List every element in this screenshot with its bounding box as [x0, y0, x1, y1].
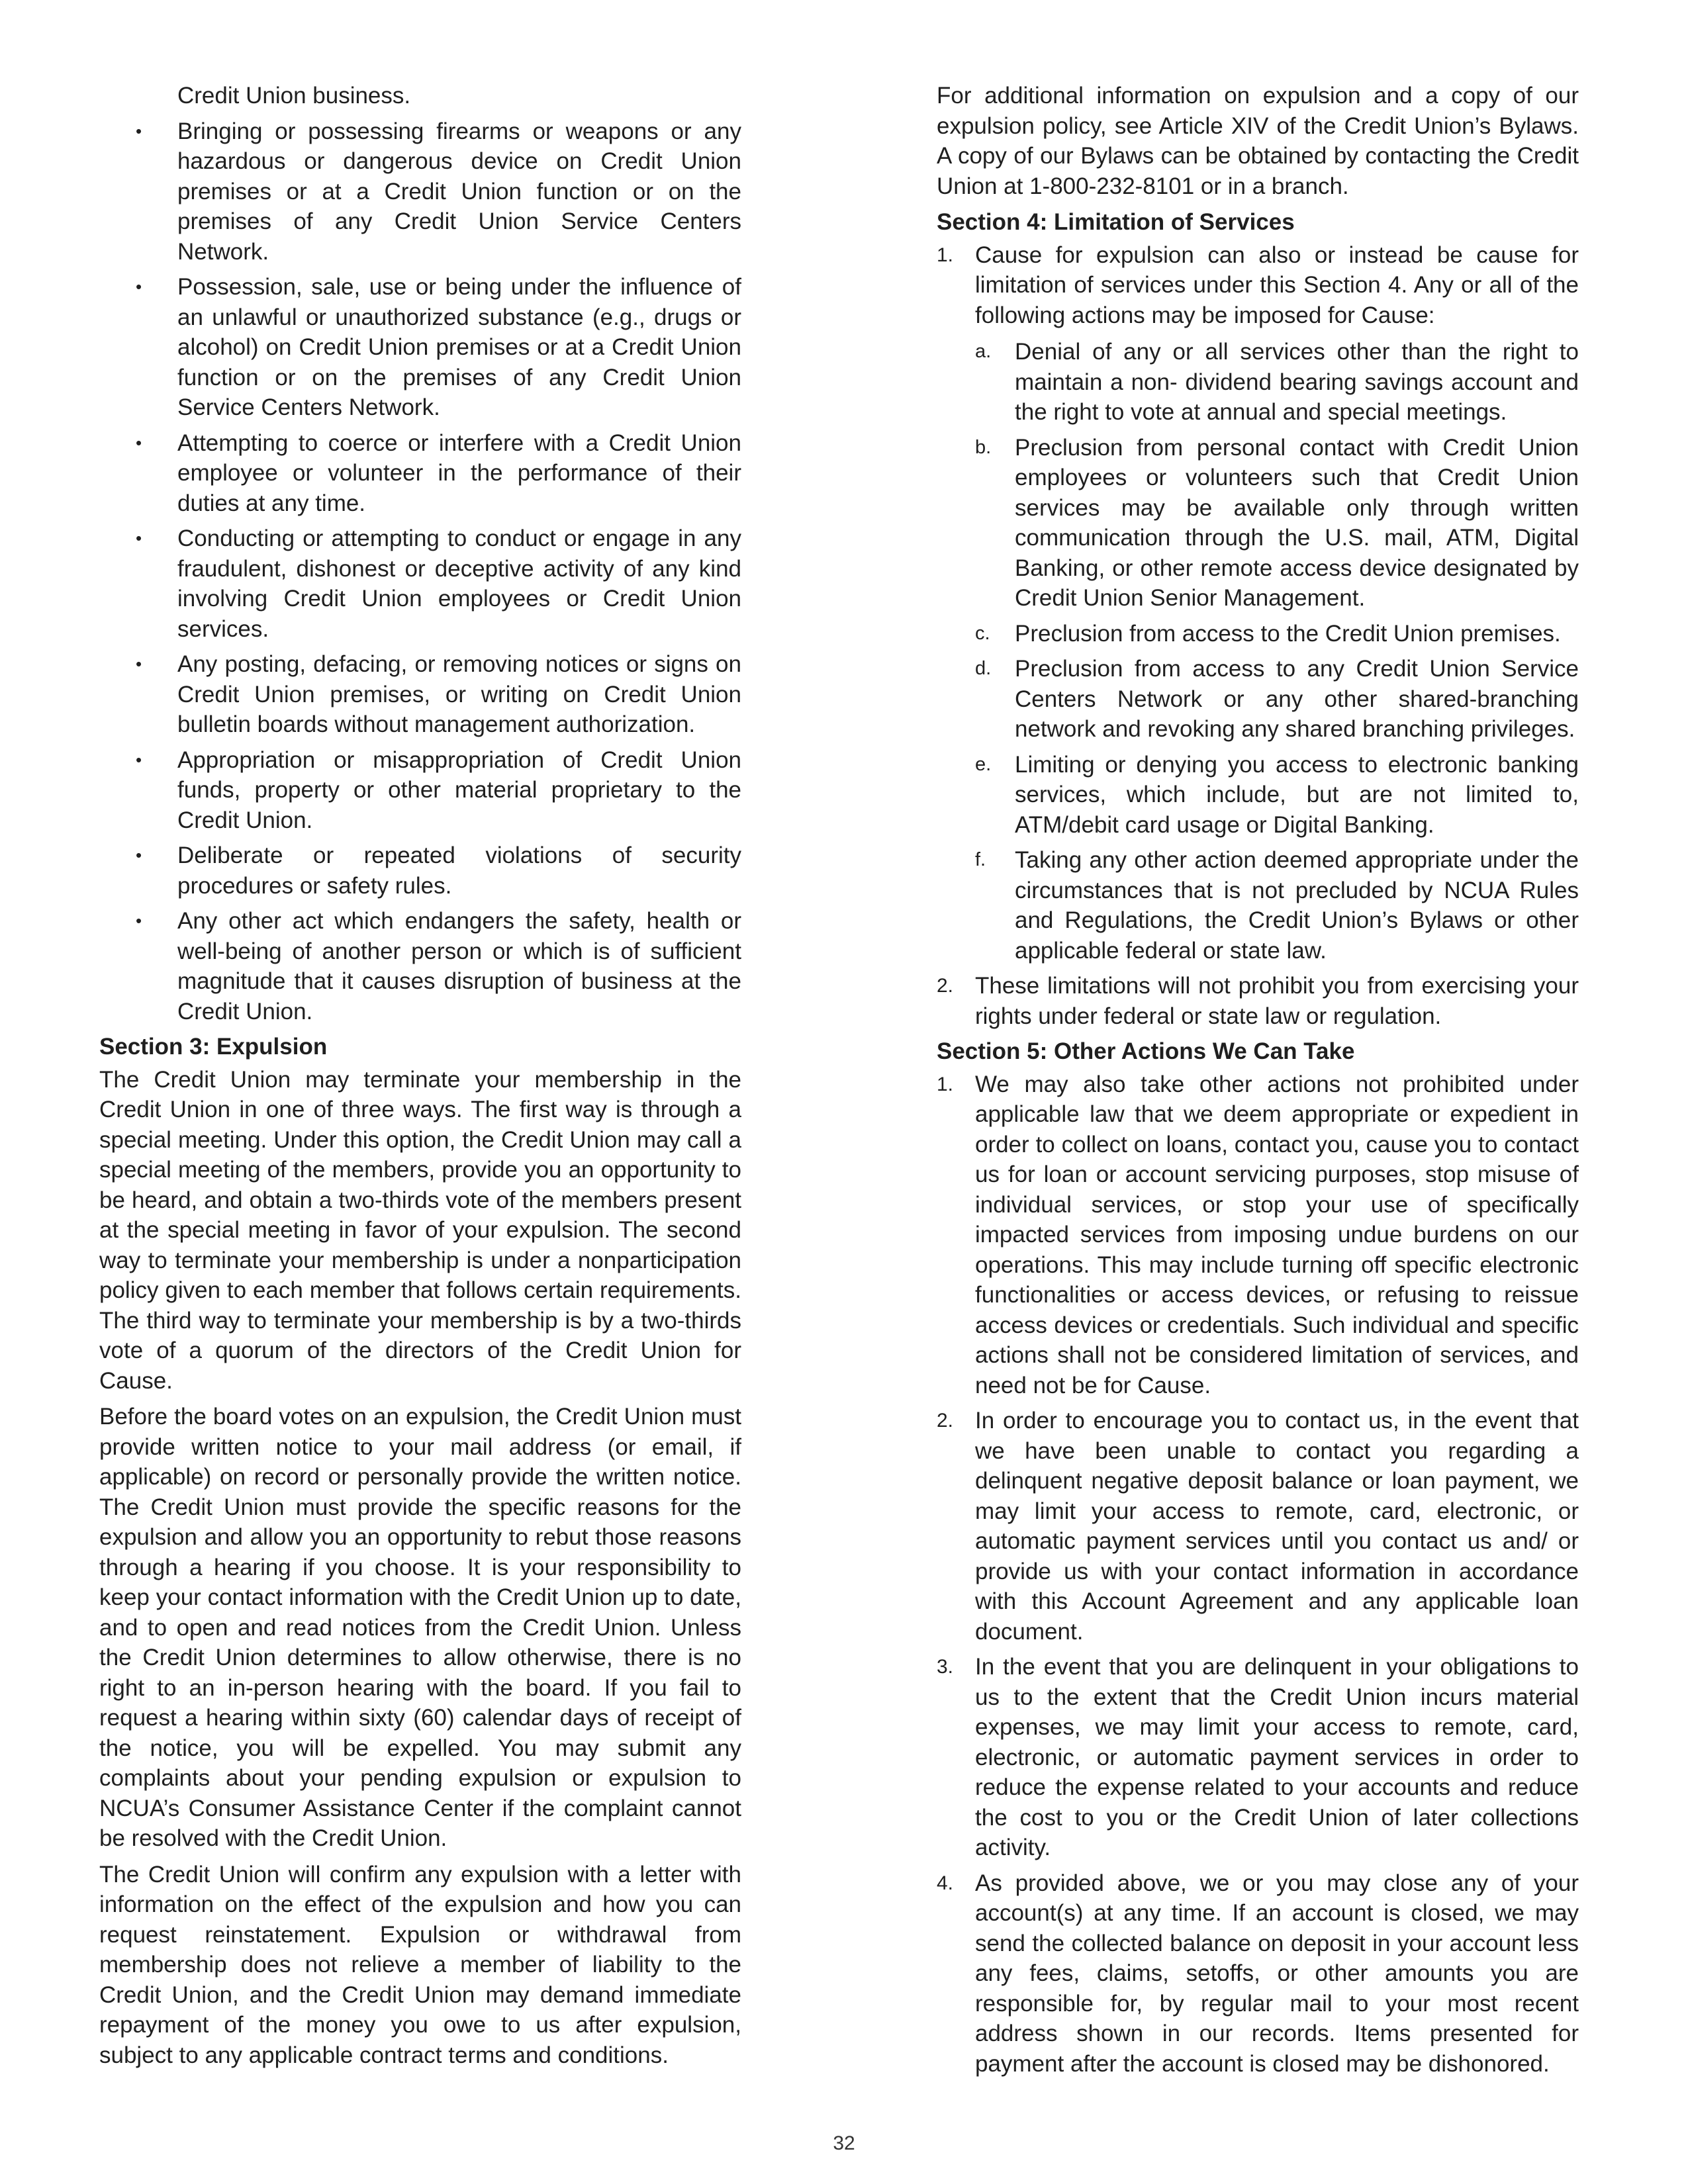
item-letter: b. — [975, 436, 992, 458]
expulsion-info-paragraph: For additional information on expulsion and a copy of our expulsion policy, see Article XIV of the Credit Union’s Bylaws. A copy of our Bylaws can be obtained by contacting the Credit Union at 1-800-232-8101 or in a branch. — [937, 83, 1579, 199]
lettered-item — [975, 845, 1579, 966]
bullet-marker: • — [136, 654, 142, 674]
item-text: Preclusion from access to any Credit Union Service Centers Network or any other shared-branching network and revoking any shared branching privileges. — [1015, 656, 1579, 742]
item-text: Taking any other action deemed appropriate under the circumstances that is not precluded by NCUA Rules and Regulations, the Credit Union’s Bylaws or other applicable federal or state law. — [1015, 847, 1579, 964]
bullet-marker: • — [136, 845, 142, 865]
bullet-item — [99, 116, 741, 267]
item-text: In the event that you are delinquent in your obligations to us to the extent that the Credit Union incurs material expenses, we may limit your access to remote, card, electronic, or automatic payment services in order to reduce the expense related to your accounts and reduce the cost to you or the Credit Union of later collections activity. — [975, 1654, 1579, 1860]
bullet-item — [99, 428, 741, 519]
bullet-text: Conducting or attempting to conduct or engage in any fraudulent, dishonest or deceptive activity of any kind involving Credit Union employees or Credit Union services. — [177, 525, 741, 642]
item-letter: a. — [975, 341, 992, 362]
item-text: We may also take other actions not prohibited under applicable law that we deem appropriate or expedient in order to collect on loans, contact you, cause you to contact us for loan or account servicing purposes, stop misuse of individual services, or stop your use of specifically impacted services from imposing undue burdens on our operations. This may include turning off specific electronic functionalities or access devices, or refusing to reissue access devices or credentials. Such individual and specific actions shall not be considered limitation of services, and need not be for Cause. — [975, 1071, 1579, 1398]
bullet-item — [99, 745, 741, 836]
lettered-item — [975, 337, 1579, 428]
bullet-marker: • — [136, 432, 142, 453]
page-number: 32 — [833, 2132, 855, 2154]
bullet-marker: • — [136, 277, 142, 296]
item-letter: f. — [975, 849, 986, 870]
item-text: Denial of any or all services other than the right to maintain a non- dividend bearing savings account and the right to vote at annual and special meetings. — [1015, 339, 1579, 425]
bullet-text: Any posting, defacing, or removing notices or signs on Credit Union premises, or writing on Credit Union bulletin boards without management authorization. — [177, 651, 741, 737]
section-3-paragraph: Before the board votes on an expulsion, the Credit Union must provide written notice to your mail address (or email, if applicable) on record or personally provide the written notice. The Credit Union must provide the specific reasons for the expulsion and allow you an opportunity to rebut those reasons through a hearing if you choose. It is your responsibility to keep your contact information with the Credit Union up to date, and to open and read notices from the Credit Union. Unless the Credit Union determines to allow otherwise, there is no right to an in-person hearing with the board. If you fail to request a hearing within sixty (60) calendar days of receipt of the notice, you will be expelled. You may submit any complaints about your pending expulsion or expulsion to NCUA’s Consumer Assistance Center if the complaint cannot be resolved with the Credit Union. — [99, 1404, 741, 1851]
item-text: Cause for expulsion can also or instead be cause for limitation of services under this Section 4. Any or all of the following actions may be imposed for Cause: — [975, 242, 1579, 328]
item-number: 2. — [937, 975, 954, 997]
left-column — [99, 81, 741, 2076]
section-5-list — [937, 1069, 1579, 2079]
item-number: 2. — [937, 1410, 954, 1432]
item-text: Preclusion from access to the Credit Union premises. — [1015, 620, 1561, 647]
bullet-item — [99, 523, 741, 644]
bullet-text: Deliberate or repeated violations of security procedures or safety rules. — [177, 842, 741, 899]
numbered-item — [937, 1406, 1579, 1647]
item-letter: c. — [975, 622, 990, 644]
right-column — [937, 81, 1579, 2084]
section-3-heading: Section 3: Expulsion — [99, 1034, 328, 1060]
item-letter: d. — [975, 658, 992, 679]
item-text: These limitations will not prohibit you from exercising your rights under federal or state law or regulation. — [975, 973, 1579, 1029]
item-number: 1. — [937, 1073, 954, 1095]
bullet-marker: • — [136, 120, 142, 141]
bullet-text: Possession, sale, use or being under the influence of an unlawful or unauthorized substance (e.g., drugs or alcohol) on Credit Union premises or at a Credit Union function or on the premises of any Credit Union Service Centers Network. — [177, 274, 741, 420]
item-text: In order to encourage you to contact us, in the event that we have been unable to contact you regarding a delinquent negative deposit balance or loan payment, we may limit your access to remote, card, electronic, or automatic payment services until you contact us and/ or provide us with your contact information in accordance with this Account Agreement and any applicable loan document. — [975, 1408, 1579, 1645]
numbered-item — [937, 1652, 1579, 1863]
lettered-item — [975, 654, 1579, 745]
item-number: 4. — [937, 1872, 954, 1894]
bullet-text: Appropriation or misappropriation of Credit Union funds, property or other material proprietary to the Credit Union. — [177, 747, 741, 833]
section-5-heading: Section 5: Other Actions We Can Take — [937, 1038, 1355, 1064]
numbered-item — [937, 1069, 1579, 1401]
item-letter: e. — [975, 753, 992, 775]
limitation-sublist — [975, 337, 1579, 966]
bullet-marker: • — [136, 911, 142, 931]
numbered-item — [937, 240, 1579, 966]
bullet-text: Bringing or possessing firearms or weapons or any hazardous or dangerous device on Credit Union premises or at a Credit Union function or on the premises of any Credit Union Service Centers Network. — [177, 118, 741, 265]
numbered-item — [937, 1868, 1579, 2079]
bullet-marker: • — [136, 749, 142, 770]
section-4-list — [937, 240, 1579, 1032]
bullet-text: Any other act which endangers the safety, health or well-being of another person or which is of sufficient magnitude that it causes disruption of business at the Credit Union. — [177, 908, 741, 1024]
numbered-item — [937, 971, 1579, 1031]
section-3-paragraph: The Credit Union will confirm any expulsion with a letter with information on the effect of the expulsion and how you can request reinstatement. Expulsion or withdrawal from membership does not relieve a member of liability to the Credit Union, and the Credit Union may demand immediate repayment of the money you owe to us after expulsion, subject to any applicable contract terms and conditions. — [99, 1861, 741, 2068]
bullet-item — [99, 649, 741, 740]
section-4-heading: Section 4: Limitation of Services — [937, 209, 1295, 235]
cause-bullet-list — [99, 116, 741, 1027]
lettered-item — [975, 433, 1579, 614]
lettered-item — [975, 619, 1579, 649]
item-text: As provided above, we or you may close any of your account(s) at any time. If an account is closed, we may send the collected balance on deposit in your account less any fees, claims, setoffs, or other amounts you are responsible for, by regular mail to your most recent address shown in our records. Items presented for payment after the account is closed may be dishonored. — [975, 1870, 1579, 2077]
bullet-item — [99, 906, 741, 1026]
section-3-paragraph: The Credit Union may terminate your membership in the Credit Union in one of three ways. The first way is through a special meeting. Under this option, the Credit Union may call a special meeting of the members, provide you an opportunity to be heard, and obtain a two-thirds vote of the members present at the special meeting in favor of your expulsion. The second way to terminate your membership is under a nonparticipation policy given to each member that follows certain requirements. The third way to terminate your membership is by a two-thirds vote of a quorum of the directors of the Credit Union for Cause. — [99, 1066, 741, 1394]
item-number: 1. — [937, 244, 954, 266]
item-text: Preclusion from personal contact with Credit Union employees or volunteers such that Credit Union services may be available only through written communication through the U.S. mail, ATM, Digital Banking, or other remote access device designated by Credit Union Senior Management. — [1015, 434, 1579, 611]
item-number: 3. — [937, 1656, 954, 1678]
bullet-marker: • — [136, 528, 142, 548]
lettered-item — [975, 750, 1579, 841]
bullet-text: Attempting to coerce or interfere with a Credit Union employee or volunteer in the performance of their duties at any time. — [177, 430, 741, 516]
bullet-item — [99, 272, 741, 423]
item-text: Limiting or denying you access to electronic banking services, which include, but are not limited to, ATM/debit card usage or Digital Banking. — [1015, 751, 1579, 838]
bullet-item — [99, 841, 741, 901]
continued-text: Credit Union business. — [177, 83, 411, 109]
